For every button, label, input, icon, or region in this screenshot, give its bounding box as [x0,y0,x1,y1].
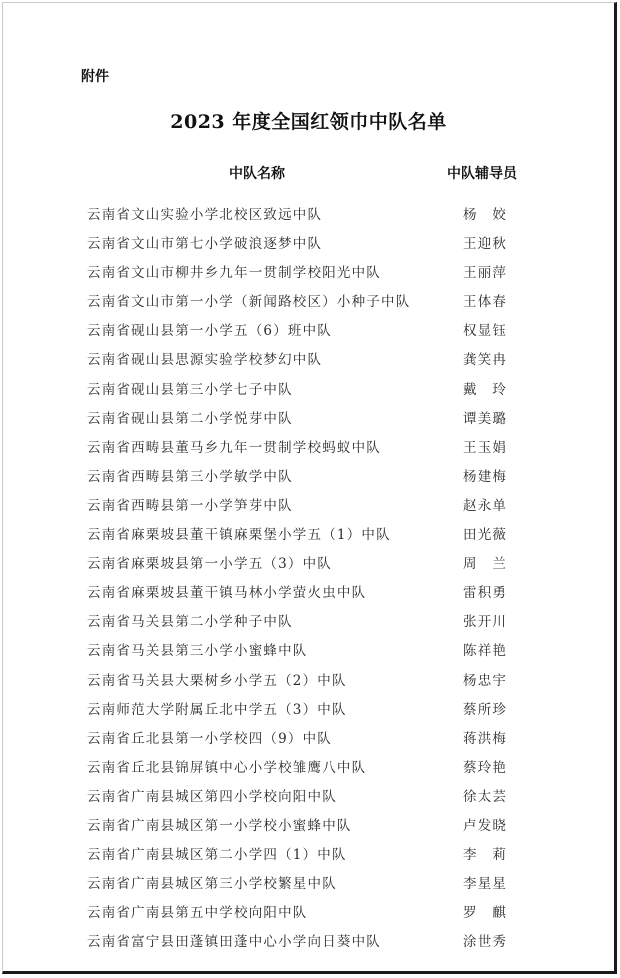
counselor-name: 卢发晓 [463,817,508,834]
squad-name: 云南省砚山县第二小学悦芽中队 [87,410,293,427]
counselor-name: 龚笑冉 [463,352,508,369]
counselor-name: 王丽萍 [463,265,508,282]
table-row [3,554,614,583]
header-squad-name: 中队名称 [229,166,285,182]
squad-name: 云南省马关县第三小学小蜜蜂中队 [87,643,308,660]
table-row [3,438,614,467]
squad-name: 云南省砚山县思源实验学校梦幻中队 [87,352,323,369]
counselor-name: 蔡玲艳 [463,759,508,776]
squad-name: 云南师范大学附属丘北中学五（3）中队 [87,701,347,718]
squad-name: 云南省文山市柳井乡九年一贯制学校阳光中队 [87,265,381,282]
table-row [3,380,614,409]
table-row [3,758,614,787]
table-row [3,700,614,729]
table-row [3,409,614,438]
table-row [3,321,614,350]
table-row [3,350,614,379]
counselor-name: 徐太芸 [463,788,508,805]
counselor-name: 张开川 [463,614,508,631]
table-row [3,496,614,525]
document-title: 2023 年度全国红领巾中队名单 [170,111,447,133]
squad-name: 云南省西畴县第三小学敏学中队 [87,468,293,485]
squad-name: 云南省丘北县锦屏镇中心小学校雏鹰八中队 [87,759,367,776]
squad-name: 云南省广南县城区第三小学校繁星中队 [87,876,337,893]
counselor-name: 涂世秀 [463,934,508,951]
counselor-name: 李星星 [463,876,508,893]
counselor-name: 王迎秋 [463,236,508,253]
counselor-name: 权显钰 [463,323,508,340]
squad-name: 云南省广南县第五中学校向阳中队 [87,905,308,922]
squad-name: 云南省文山实验小学北校区致远中队 [87,207,323,223]
counselor-name: 蒋洪梅 [463,730,508,747]
table-row [3,932,614,961]
counselor-name: 周 兰 [463,556,508,573]
squad-name: 云南省西畴县第一小学笋芽中队 [87,497,293,514]
counselor-name: 罗 麒 [463,905,508,922]
counselor-name: 蔡所珍 [463,701,508,718]
counselor-name: 谭美璐 [463,410,508,427]
table-row [3,874,614,903]
squad-name: 云南省文山市第一小学（新闻路校区）小种子中队 [87,294,411,311]
counselor-name: 杨忠宇 [463,672,508,689]
counselor-name: 王体春 [463,294,508,311]
squad-name: 云南省马关县大栗树乡小学五（2）中队 [87,672,347,689]
squad-name: 云南省丘北县第一小学校四（9）中队 [87,730,332,747]
table-row [3,525,614,554]
table-row [3,903,614,932]
squad-name: 云南省文山市第七小学破浪逐梦中队 [87,236,323,253]
squad-name: 云南省广南县城区第二小学四（1）中队 [87,847,347,864]
document-page [2,2,617,974]
table-row [3,816,614,845]
table-row [3,583,614,612]
counselor-name: 李 莉 [463,847,508,864]
squad-list [3,205,614,961]
counselor-name: 戴 玲 [463,381,508,398]
table-row [3,467,614,496]
table-row [3,263,614,292]
table-row [3,612,614,641]
header-counselor: 中队辅导员 [447,166,517,182]
squad-name: 云南省广南县城区第四小学校向阳中队 [87,788,337,805]
table-row [3,234,614,263]
squad-name: 云南省砚山县第一小学五（6）班中队 [87,323,332,340]
squad-name: 云南省麻栗坡县董干镇马林小学萤火虫中队 [87,585,367,602]
squad-name: 云南省砚山县第三小学七子中队 [87,381,293,398]
squad-name: 云南省西畴县董马乡九年一贯制学校蚂蚁中队 [87,439,381,456]
counselor-name: 杨 姣 [463,207,508,223]
table-row [3,671,614,700]
table-row [3,845,614,874]
counselor-name: 赵永单 [463,497,508,514]
squad-name: 云南省麻栗坡县董干镇麻栗堡小学五（1）中队 [87,527,391,544]
squad-name: 云南省广南县城区第一小学校小蜜蜂中队 [87,817,352,834]
attachment-label: 附件 [81,69,109,85]
squad-name: 云南省麻栗坡县第一小学五（3）中队 [87,556,332,573]
counselor-name: 陈祥艳 [463,643,508,660]
table-row [3,641,614,670]
table-row [3,787,614,816]
counselor-name: 王玉娟 [463,439,508,456]
counselor-name: 杨建梅 [463,468,508,485]
table-row [3,205,614,234]
squad-name: 云南省马关县第二小学种子中队 [87,614,293,631]
table-row [3,729,614,758]
table-row [3,292,614,321]
squad-name: 云南省富宁县田蓬镇田蓬中心小学向日葵中队 [87,934,381,951]
counselor-name: 雷积勇 [463,585,508,602]
counselor-name: 田光薇 [463,527,508,544]
